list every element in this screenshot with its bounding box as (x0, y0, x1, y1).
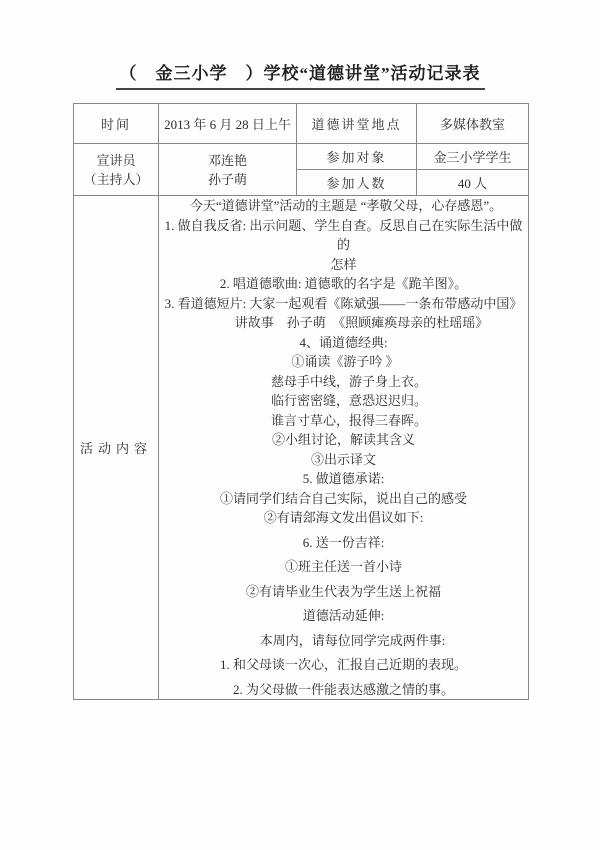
content-line: 谁言寸草心，报得三春晖。 (270, 412, 427, 428)
speaker-name-2: 孙子萌 (207, 171, 247, 187)
content-line: 4、诵道德经典: (299, 334, 388, 350)
speaker-value-cell (159, 144, 297, 196)
content-line: 6. 送一份吉祥: (302, 534, 385, 550)
content-line: ②小组讨论，解读其含义 (271, 432, 415, 447)
speaker-name-1: 邓连艳 (207, 152, 247, 168)
content-line: 慈母手中线，游子身上衣。 (270, 373, 427, 389)
content-line: 临行密密缝，意恐迟迟归。 (270, 393, 427, 408)
page-title: （ 金三小学 ）学校“道德讲堂”活动记录表 (116, 59, 485, 90)
content-line: ②有请郐海文发出倡议如下: (263, 510, 424, 525)
content-line: 1. 和父母谈一次心，汇报自己近期的表现。 (219, 657, 467, 672)
content-line: ①请同学们结合自己实际，说出自己的感受 (219, 490, 467, 506)
activity-content-cell (159, 196, 529, 700)
content-line: 5. 做道德承诺: (302, 471, 385, 486)
content-line: 3. 看道德短片: 大家一起观看《陈斌强——一条布带感动中国》 (164, 295, 523, 311)
content-line: 本周内，请每位同学完成两件事: (259, 632, 446, 648)
activity-content-lines (159, 196, 528, 699)
content-line: ①班主任送一首小诗 (284, 559, 402, 574)
participants-label-cell: 参加对象 (297, 144, 417, 170)
record-table (73, 103, 529, 700)
speaker-label-line2: （主持人） (83, 171, 149, 187)
content-line: ①诵读《游子吟 》 (291, 354, 399, 369)
place-label-cell: 道德讲堂地点 (297, 104, 417, 144)
participants-value-cell: 金三小学学生 (417, 144, 529, 170)
count-value-cell: 40 人 (417, 170, 529, 196)
content-line: ③出示译文 (310, 451, 376, 467)
content-line: 讲故事 孙子萌 《照顾瘫痪母亲的杜瑶瑶》 (234, 315, 489, 330)
place-value-cell: 多媒体教室 (417, 104, 529, 144)
content-line: 2. 为父母做一件能表达感激之情的事。 (232, 681, 454, 697)
speaker-label-line1: 宣讲员 (96, 152, 136, 168)
content-line: ②有请毕业生代表为学生送上祝福 (245, 583, 441, 599)
speaker-label-cell (74, 144, 159, 196)
title-area (0, 59, 600, 90)
activity-content-label-cell: 活动内容 (74, 196, 159, 700)
count-label-cell: 参加人数 (297, 170, 417, 196)
content-line: 2. 唱道德歌曲: 道德歌的名字是《跪羊图》。 (219, 276, 468, 291)
content-line: 怎样 (330, 256, 357, 272)
content-line: 道德活动延伸: (302, 608, 385, 623)
time-label-cell: 时间 (74, 104, 159, 144)
time-value-cell: 2013 年 6 月 28 日上午 (159, 104, 297, 144)
content-line: 1. 做自我反省: 出示问题、学生自查。反思自己在实际生活中做的 (164, 217, 523, 252)
content-line: 今天“道德讲堂”活动的主题是 “孝敬父母，心存感恩”。 (189, 198, 503, 213)
